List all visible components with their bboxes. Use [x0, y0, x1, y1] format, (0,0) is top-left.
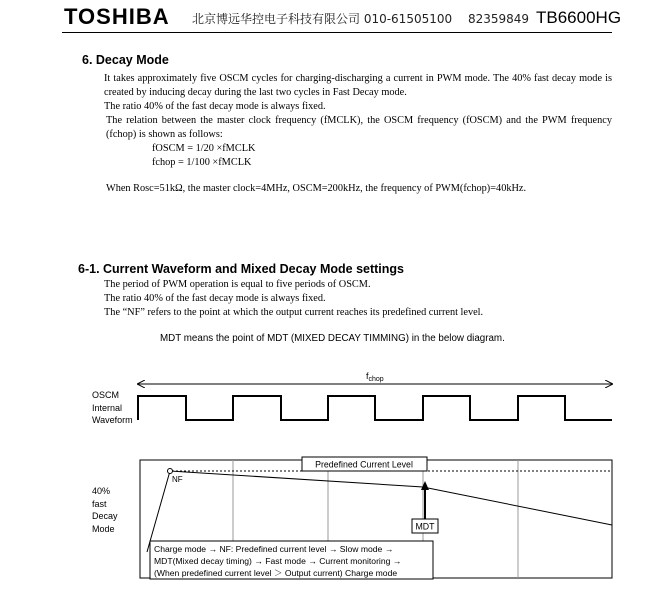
- formula-fchop: fchop = 1/100 ×fMCLK: [152, 157, 252, 168]
- caption-line-3: (When predefined current level ＞ Output current) Charge mode: [154, 568, 398, 578]
- ratio-note: The ratio 40% of the fast decay mode is always fixed.: [104, 101, 326, 112]
- section-6-title: 6. Decay Mode: [82, 53, 169, 67]
- mdt-label: MDT: [415, 521, 435, 532]
- toshiba-logo: TOSHIBA: [64, 4, 170, 29]
- formula-foscm: fOSCM = 1/20 ×fMCLK: [152, 143, 256, 154]
- oscm-square-wave: [138, 396, 612, 420]
- frequency-relation-paragraph: The relation between the master clock frequency (fMCLK), the OSCM frequency (fOSCM) and the PWM frequency (fchop) is shown as follows:: [106, 115, 612, 140]
- mdt-note: MDT means the point of MDT (MIXED DECAY TIMMING) in the below diagram.: [160, 333, 505, 344]
- decay-mode-label: 40% fast Decay Mode: [92, 486, 118, 534]
- mdt-arrow-head: [421, 481, 429, 490]
- caption-line-1: Charge mode → NF: Predefined current level → Slow mode →: [154, 544, 394, 554]
- caption-line-2: MDT(Mixed decay timing) → Fast mode → Current monitoring →: [154, 556, 402, 566]
- current-waveform: [147, 471, 612, 552]
- nf-label: NF: [172, 475, 183, 484]
- nf-point: [168, 469, 173, 474]
- fast-decay-ratio-note: The ratio 40% of the fast decay mode is always fixed.: [104, 293, 326, 304]
- nf-definition: The “NF” refers to the point at which the output current reaches its predefined current level.: [104, 307, 484, 318]
- section-6-1-title: 6-1. Current Waveform and Mixed Decay Mode settings: [78, 262, 405, 276]
- predefined-level-label: Predefined Current Level: [315, 459, 413, 470]
- pwm-period-note: The period of PWM operation is equal to five periods of OSCM.: [104, 279, 371, 290]
- example-frequencies: When Rosc=51kΩ, the master clock=4MHz, OSCM=200kHz, the frequency of PWM(fchop)=40kHz.: [106, 183, 527, 194]
- company-contact: 北京博远华控电子科技有限公司 010-61505100 82359849: [192, 12, 530, 26]
- oscm-label: OSCM Internal Waveform: [92, 390, 133, 425]
- part-number: TB6600HG: [536, 8, 622, 27]
- decay-mode-paragraph: It takes approximately five OSCM cycles for charging-discharging a current in PWM mode. The 40% fast decay mode is created by inducing decay during the last two cycles in Fast Decay mode.: [104, 73, 612, 98]
- fchop-label: $f_{chop}$: [366, 371, 384, 383]
